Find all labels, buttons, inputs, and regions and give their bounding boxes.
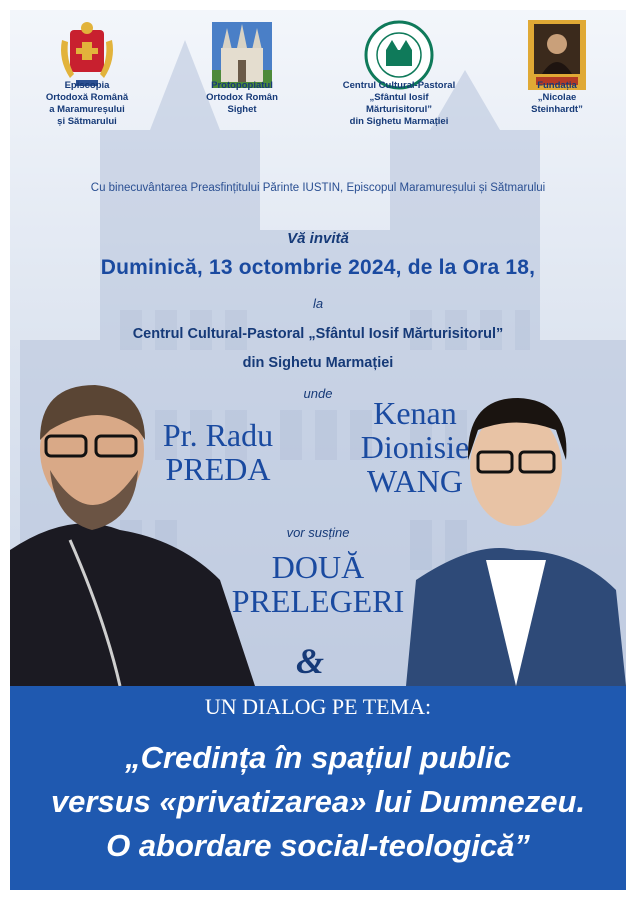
lectures-line1: DOUĂ bbox=[271, 549, 365, 585]
topic-line1: „Credința în spațiul public bbox=[125, 740, 511, 775]
speaker-kenan-wang bbox=[340, 396, 490, 498]
speaker1-line1: Pr. Radu bbox=[162, 417, 274, 453]
venue-line1: Centrul Cultural-Pastoral „Sfântul Iosif Mărturisitorul” bbox=[132, 326, 504, 342]
unde-text: unde bbox=[303, 386, 333, 401]
la-text: la bbox=[312, 296, 324, 311]
vor-sustine-text: vor susține bbox=[286, 525, 350, 540]
speaker-radu-preda bbox=[148, 418, 288, 486]
logo-caption-fundatia: Fundația „Nicolae Steinhardt” bbox=[531, 80, 583, 115]
logo-caption-episcopia: Episcopia Ortodoxă Română a Maramureșului și Sătmarului bbox=[45, 80, 129, 127]
dialog-heading: UN DIALOG PE TEMA: bbox=[204, 694, 432, 719]
invite-text: Vă invită bbox=[287, 230, 349, 247]
topic-title bbox=[10, 736, 626, 868]
ampersand: & bbox=[296, 641, 325, 681]
speaker2-line1: Kenan bbox=[373, 395, 457, 431]
blessing-text: Cu binecuvântarea Preasfințitului Părinte IUSTIN, Episcopul Maramureșului și Sătmarului bbox=[90, 182, 546, 194]
logo-caption-protopopiat: Protopopiatul Ortodox Român Sighet bbox=[206, 80, 278, 115]
speaker1-line2: PREDA bbox=[165, 451, 271, 487]
speaker2-line2: Dionisie bbox=[360, 429, 470, 465]
venue-line2: din Sighetu Marmației bbox=[242, 355, 394, 371]
speaker2-line3: WANG bbox=[367, 463, 463, 499]
lectures-title bbox=[208, 550, 428, 618]
topic-banner bbox=[10, 686, 626, 890]
topic-line2: versus «privatizarea» lui Dumnezeu. bbox=[50, 784, 586, 819]
topic-line3: O abordare social-teologică” bbox=[106, 828, 530, 863]
event-date: Duminică, 13 octombrie 2024, de la Ora 18, bbox=[100, 256, 536, 279]
logo-caption-centrul: Centrul Cultural-Pastoral „Sfântul Iosif Mărturisitorul” din Sighetu Marmației bbox=[342, 80, 456, 127]
lectures-line2: PRELEGERI bbox=[231, 583, 405, 619]
